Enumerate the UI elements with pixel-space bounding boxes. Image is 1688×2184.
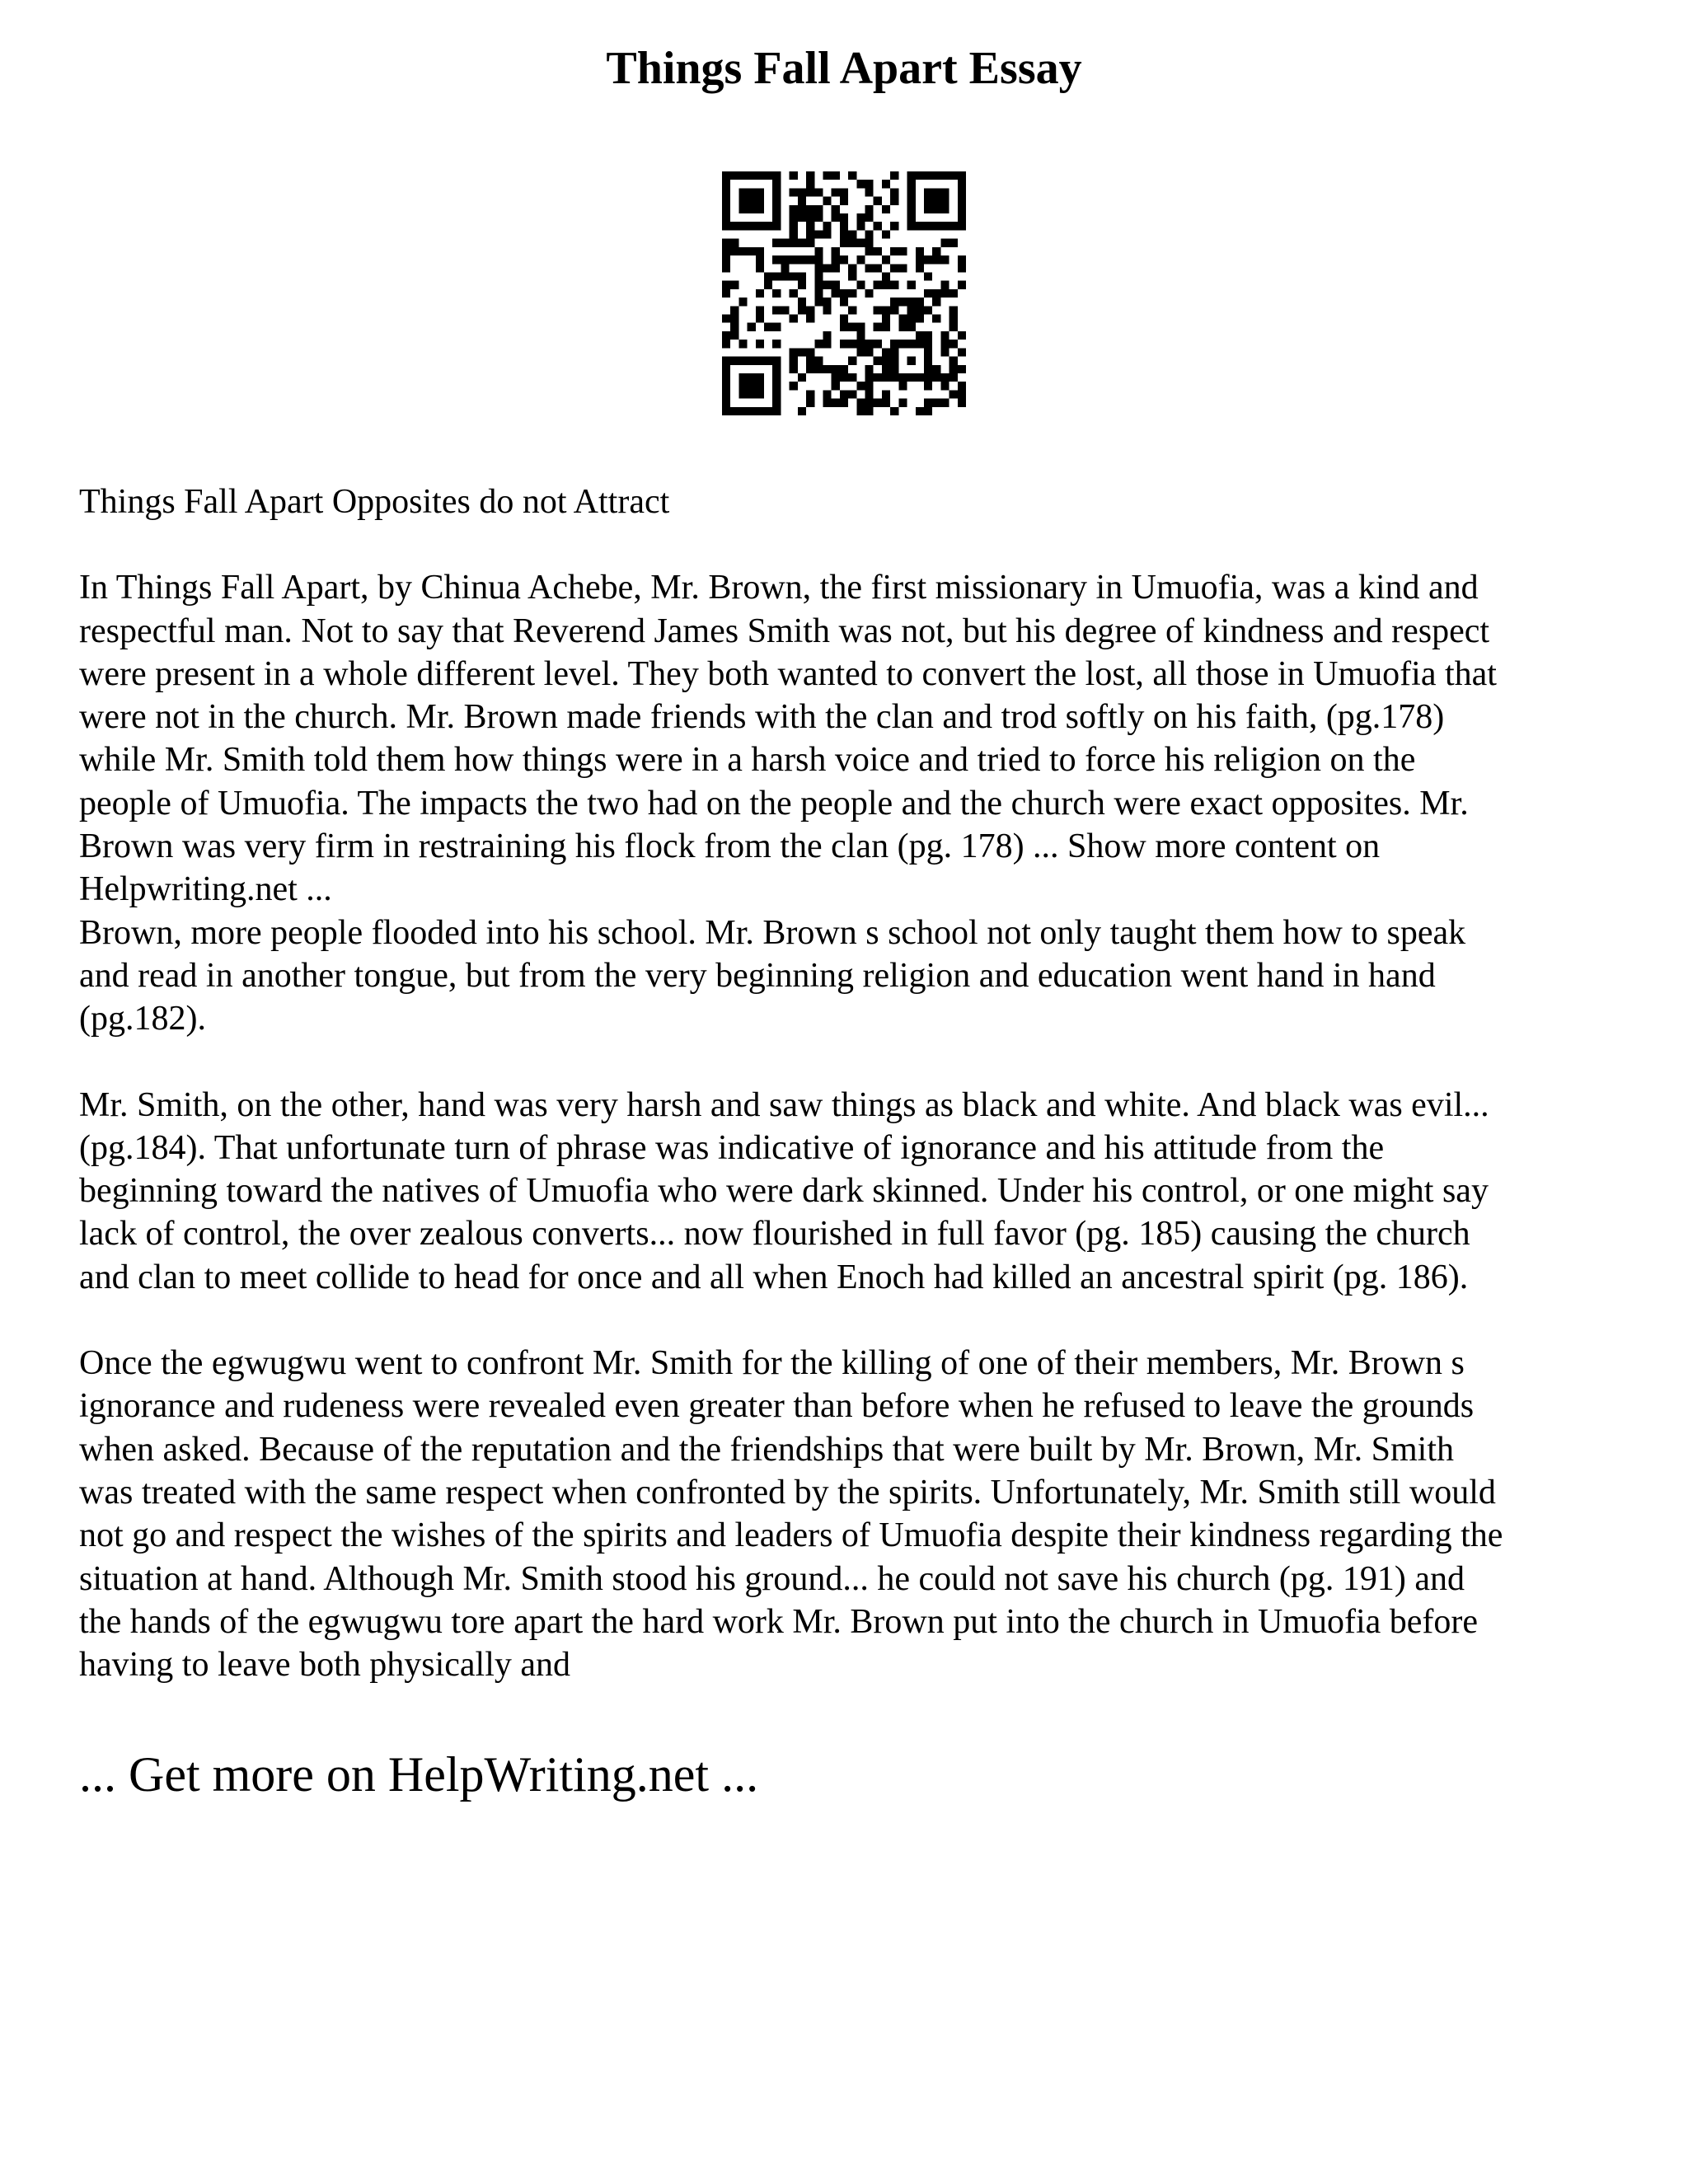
text-line: having to leave both physically and [79, 1646, 571, 1685]
text-line: and read in another tongue, but from the very beginning religion and education went hand in hand [79, 956, 1436, 995]
essay-body [79, 480, 1629, 1686]
text-line: were not in the church. Mr. Brown made friends with the clan and trod softly on his faith, (pg.178) [79, 698, 1445, 737]
text-line: and clan to meet collide to head for once and all when Enoch had killed an ancestral spirit (pg. 186). [79, 1258, 1469, 1296]
text-line: Helpwriting.net ... [79, 870, 332, 909]
text-line: were present in a whole different level. They both wanted to convert the lost, all those in Umuofia that [79, 654, 1497, 693]
essay-paragraph [79, 1084, 1629, 1299]
essay-subtitle: Things Fall Apart Opposites do not Attract [79, 483, 670, 521]
text-line: (pg.184). That unfortunate turn of phrase was indicative of ignorance and his attitude from the [79, 1128, 1385, 1167]
essay-paragraph [79, 1342, 1629, 1686]
text-line: (pg.182). [79, 1000, 206, 1038]
text-line: lack of control, the over zealous converts... now flourished in full favor (pg. 185) causing the church [79, 1215, 1470, 1254]
text-line: respectful man. Not to say that Reverend James Smith was not, but his degree of kindness and respect [79, 612, 1490, 650]
get-more-link[interactable]: ... Get more on HelpWriting.net ... [79, 1747, 759, 1802]
essay-paragraph [79, 566, 1629, 1040]
text-line: Brown was very firm in restraining his flock from the clan (pg. 178) ... Show more content on [79, 827, 1381, 866]
text-line: people of Umuofia. The impacts the two had on the people and the church were exact opposites. Mr. [79, 784, 1469, 823]
text-line: not go and respect the wishes of the spirits and leaders of Umuofia despite their kindness regarding the [79, 1516, 1503, 1555]
text-line: beginning toward the natives of Umuofia who were dark skinned. Under his control, or one might say [79, 1172, 1489, 1211]
text-line: Mr. Smith, on the other, hand was very harsh and saw things as black and white. And black was evil... [79, 1085, 1489, 1124]
text-line: while Mr. Smith told them how things were in a harsh voice and tried to force his religion on the [79, 741, 1416, 780]
text-line: Brown, more people flooded into his school. Mr. Brown s school not only taught them how to speak [79, 913, 1466, 952]
qr-code-graphic [722, 171, 966, 415]
qr-code-icon [722, 171, 966, 415]
text-line: the hands of the egwugwu tore apart the hard work Mr. Brown put into the church in Umuofia before [79, 1602, 1479, 1641]
text-line: situation at hand. Although Mr. Smith stood his ground... he could not save his church (pg. 191) and [79, 1559, 1465, 1598]
text-line: ignorance and rudeness were revealed even greater than before when he refused to leave the grounds [79, 1387, 1475, 1426]
text-line: was treated with the same respect when confronted by the spirits. Unfortunately, Mr. Smith still would [79, 1473, 1496, 1511]
text-line: Once the egwugwu went to confront Mr. Smith for the killing of one of their members, Mr. Brown s [79, 1344, 1465, 1383]
text-line: when asked. Because of the reputation and the friendships that were built by Mr. Brown, Mr. Smith [79, 1430, 1455, 1469]
page-title: Things Fall Apart Essay [606, 43, 1082, 94]
text-line: In Things Fall Apart, by Chinua Achebe, Mr. Brown, the first missionary in Umuofia, was a kind and [79, 569, 1479, 607]
